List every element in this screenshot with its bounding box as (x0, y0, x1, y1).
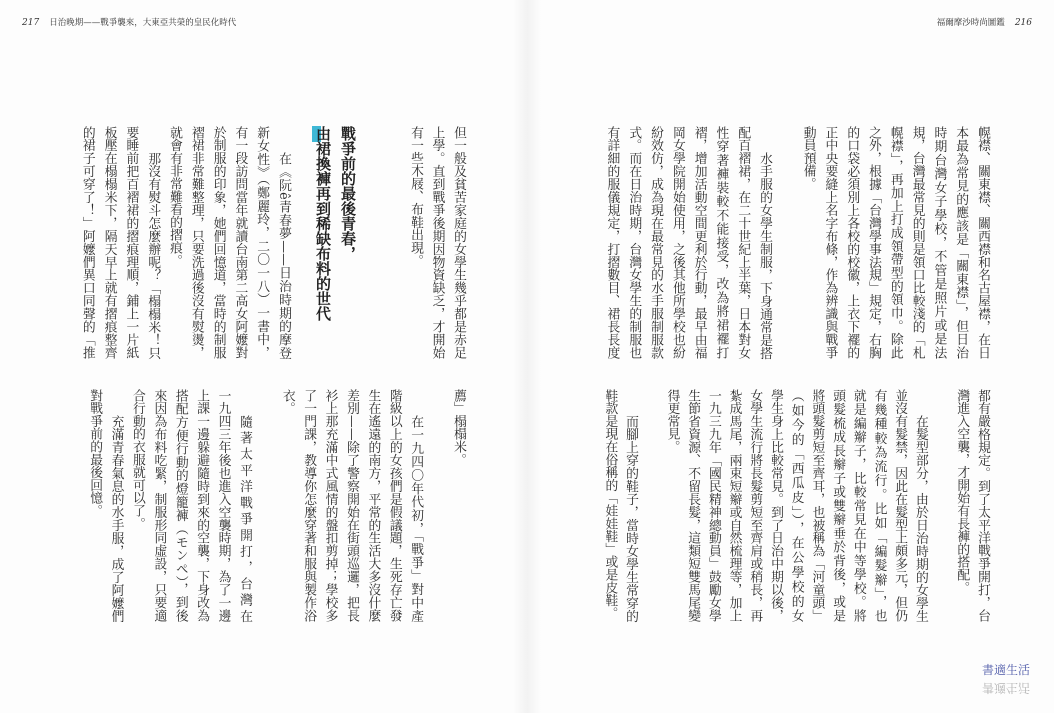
text-column: 在一九四〇年代初，「戰爭」對中產 (408, 414, 424, 622)
text-column: 但一般及貧苦家庭的女學生幾乎都是赤足 (451, 126, 466, 359)
text-column: 薦」榻榻米。 (451, 389, 466, 466)
text-column: 配百褶裙，在二十世紀上半葉，日本對女 (735, 126, 751, 359)
text-column: 之外，根據「台灣學事法規」規定，右胸 (866, 126, 882, 359)
text-column: 於制服的印象，她們回憶道，當時的制服 (210, 126, 226, 359)
text-column: 而腳上穿的鞋子，當時女學生常穿的 (623, 414, 639, 622)
right-page-top-block (601, 126, 993, 359)
paragraph (599, 389, 640, 622)
text-column: 褶，增加活動空間更利於行動，最早由福 (691, 126, 707, 359)
text-column: 有幾種較為流行。比如「編髮辮」，也 (871, 389, 887, 622)
section-heading-line: 戰爭前的最後青春， (339, 126, 357, 261)
text-column: 有一段訪問當年就讀台南第二高女阿嬤對 (232, 126, 248, 359)
text-column: 來因為布料吃緊，制服形同虛設，只要適 (151, 389, 167, 622)
text-column: 差別——除了警察開始在街頭巡邏，把長 (343, 389, 359, 622)
text-column: 了一門課，教導你怎麼穿著和服與製作浴 (301, 389, 317, 622)
text-column: 性穿著褲裝較不能接受，改為將裙襬打 (713, 126, 729, 359)
left-page-top-body (76, 126, 294, 359)
text-column: 幌襟、關東襟、關西襟和名古屋襟，在日 (975, 126, 990, 359)
left-page-top-intro (405, 126, 470, 359)
text-column: 有詳細的服儀規定，打摺數目、裙長長度 (604, 126, 620, 359)
paragraph (405, 126, 470, 359)
text-column: 褶裙非常難整理，只要洗過後沒有熨燙， (188, 126, 204, 359)
paragraph (163, 126, 294, 359)
text-column: 正中央要縫上名字布條，作為辨識與戰爭 (822, 126, 838, 359)
text-column: 上課一邊躲避隨時到來的空襲，下身改為 (194, 389, 210, 622)
text-column: 衣。 (279, 389, 295, 415)
text-column: 將頭髮剪短至齊耳，也被稱為「河童頭」 (809, 389, 825, 622)
page-fold-shadow (513, 0, 541, 713)
text-column: 式。而在日治時期，台灣女學生的制服也 (626, 126, 642, 359)
section-heading-line: 由裙換褲再到稀缺布料的世代 (314, 126, 332, 321)
text-column: 那沒有熨斗怎麼辦呢？「榻榻米！只 (145, 151, 161, 359)
text-column: 在《阮ê青春夢——日治時期的摩登 (276, 151, 291, 359)
text-column: 女學生流行將長髮剪短至齊肩或稍長，再 (747, 389, 763, 622)
running-head-title: 福爾摩沙時尚圖鑑 (936, 18, 1005, 28)
paragraph (84, 389, 127, 622)
text-column: 生在遙遠的南方，平常的生活大多沒什麼 (365, 389, 381, 622)
text-column: 紛效仿，成為現在最常見的水手服制服款 (648, 126, 664, 359)
text-column: 一九三九年「國民精神總動員」鼓勵女學 (705, 389, 721, 622)
paragraph (601, 126, 775, 359)
publisher-logo: 書適生活 (982, 663, 1031, 677)
paragraph (797, 126, 993, 359)
paragraph (448, 389, 469, 622)
text-column: 的口袋必須別上各校的校徽，上衣下襬的 (844, 126, 860, 359)
text-column: 在髮型部分，由於日治時期的女學生 (912, 414, 928, 622)
text-column: 階級以上的女孩們是假議題，生死存亡發 (386, 389, 402, 622)
text-column: 水手服的女學生制服，下身通常是搭 (757, 151, 773, 359)
left-page-bottom-block (84, 389, 469, 622)
text-column: 得更常見。 (664, 389, 680, 453)
left-running-head (22, 17, 236, 29)
paragraph (661, 389, 930, 622)
text-column: 灣進入空襲，才開始有長褲的搭配。 (954, 389, 970, 594)
text-column: 都有嚴格規定。到了太平洋戰爭開打，台 (975, 389, 990, 622)
text-column: 隨著太平洋戰爭開打，台灣在 (236, 414, 252, 622)
text-column: 板壓在榻榻米下，隔天早上就有摺痕整齊 (101, 126, 117, 359)
page-number: 216 (1014, 18, 1032, 28)
text-column: 對戰爭前的最後回憶。 (87, 389, 103, 517)
text-column: 並沒有髮禁，因此在髮型上頗多元，但仍 (892, 389, 908, 622)
text-column: 規，台灣最常見的則是領口比較淺的「札 (909, 126, 925, 359)
text-column: 的裙子可穿了！」阿嬤們異口同聲的「推 (79, 126, 95, 359)
page-number: 217 (22, 18, 40, 28)
text-column: 一九四三年後也進入空襲時期，為了一邊 (215, 389, 231, 622)
text-column: 衫上那充滿中式風情的盤扣剪掉；學校多 (322, 389, 338, 622)
right-running-head (937, 17, 1032, 29)
text-column: 充滿青春氣息的水手服，成了阿嬤們 (108, 414, 124, 622)
text-column: 學生身上比較常見。到了日治中期以後， (767, 389, 783, 622)
text-column: （如今的「西瓜皮」），在公學校的女 (788, 389, 804, 622)
section-heading (310, 126, 360, 366)
text-column: 生節省資源、不留長髮，這類短雙馬尾變 (685, 389, 701, 622)
text-column: 有一些木屐、布鞋出現。 (408, 126, 423, 267)
text-column: 紮成馬尾，兩束短辮或自然梳理等，加上 (726, 389, 742, 622)
paragraph (276, 389, 426, 622)
text-column: 要睡前把百褶裙的摺痕理順，鋪上一片紙 (123, 126, 139, 359)
paragraph (76, 126, 163, 359)
text-column: 本最為常見的應該是「關東襟」，但日治 (953, 126, 969, 359)
text-column: 幌襟」，再加上打成領帶型的領巾。除此 (887, 126, 903, 359)
text-column: 鞋款是現在俗稱的「娃娃鞋」或是皮鞋。 (602, 389, 618, 620)
text-column: 頭髮梳成長辮子或雙辮垂於背後，或是 (830, 389, 846, 622)
text-column: 就是編辮子，比較常見在中等學校。將 (850, 389, 866, 622)
text-column: 就會有非常難看的摺痕。 (167, 126, 183, 267)
right-page-bottom-block (599, 389, 992, 622)
text-column: 岡女學院開始使用，之後其他所學校也紛 (669, 126, 685, 359)
text-column: 合行動的衣服就可以了。 (129, 389, 145, 530)
paragraph (127, 389, 255, 622)
text-column: 時期台灣女子學校，不管是照片或是法 (931, 126, 947, 359)
text-column: 搭配方便行動的燈籠褲（モンペ），到後 (172, 389, 188, 622)
running-head-title: 日治晚期——戰爭襲來，大東亞共榮的皇民化時代 (49, 18, 237, 28)
paragraph (951, 389, 992, 622)
text-column: 新女性》（鄭麗玲，二〇一八）一書中， (254, 126, 270, 359)
publisher-logo-reflection: 書適生活 (982, 681, 1031, 695)
text-column: 上學。直到戰爭後期因物資缺乏，才開始 (429, 126, 445, 359)
text-column: 動員預備。 (800, 126, 816, 190)
